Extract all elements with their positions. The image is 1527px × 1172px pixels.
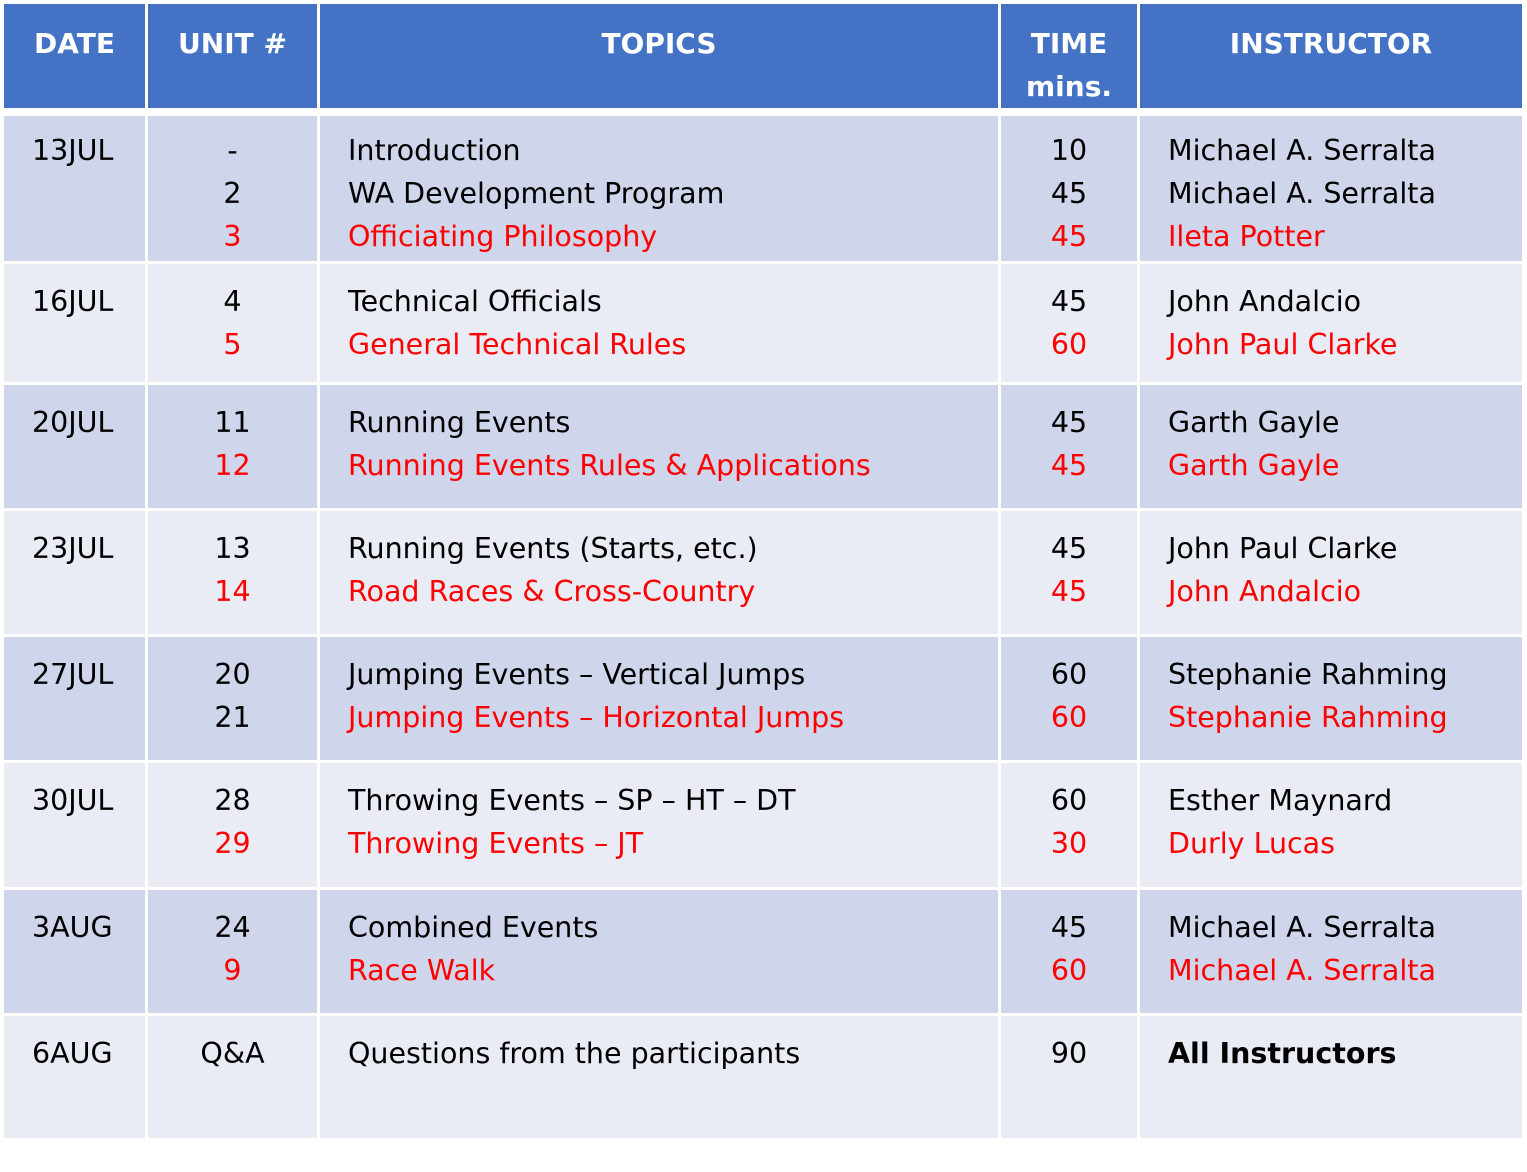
time-minutes: 60: [1050, 784, 1088, 817]
unit-cell: [148, 887, 320, 1013]
unit-cell: [148, 760, 320, 887]
time-minutes: 60: [1050, 328, 1088, 361]
unit-number: 14: [214, 575, 251, 608]
time-minutes: 45: [1050, 177, 1088, 210]
topic-cell: [320, 382, 1001, 508]
instructor-name: Michael A. Serralta: [1168, 954, 1436, 987]
schedule-body: [4, 108, 1522, 1138]
time-minutes: 60: [1050, 954, 1088, 987]
topic-text: Technical Officials: [348, 285, 602, 318]
table-row: [4, 261, 1522, 382]
header-date: DATE: [4, 4, 148, 108]
header-time-unit: mins.: [1025, 70, 1112, 103]
time-cell: [1001, 887, 1140, 1013]
unit-number: 21: [214, 701, 251, 734]
unit-number: 13: [214, 532, 251, 565]
time-minutes: 60: [1050, 701, 1088, 734]
topic-cell: [320, 634, 1001, 760]
session-date: 20JUL: [32, 406, 114, 439]
session-date: 23JUL: [32, 532, 114, 565]
time-minutes: 45: [1050, 575, 1088, 608]
header-time: [1001, 4, 1140, 108]
table-row: [4, 887, 1522, 1013]
topic-text: Road Races & Cross-Country: [348, 575, 756, 608]
topic-text: Introduction: [348, 134, 521, 167]
session-date: 13JUL: [32, 134, 114, 167]
topic-cell: [320, 261, 1001, 382]
topic-text: Throwing Events – SP – HT – DT: [348, 784, 796, 817]
instructor-name: Michael A. Serralta: [1168, 134, 1436, 167]
topic-text: Running Events Rules & Applications: [348, 449, 871, 482]
topic-text: Jumping Events – Horizontal Jumps: [348, 701, 845, 734]
instructor-name: Garth Gayle: [1168, 449, 1340, 482]
header-row: [4, 4, 1522, 108]
unit-number: 11: [214, 406, 251, 439]
topic-text: WA Development Program: [348, 177, 725, 210]
unit-number: 2: [223, 177, 242, 210]
topic-text: Throwing Events – JT: [348, 827, 644, 860]
topic-text: Running Events (Starts, etc.): [348, 532, 758, 565]
instructor-name: Michael A. Serralta: [1168, 911, 1436, 944]
time-minutes: 45: [1050, 285, 1088, 318]
instructor-cell: [1140, 261, 1522, 382]
time-cell: [1001, 634, 1140, 760]
table-row: [4, 1013, 1522, 1138]
unit-cell: [148, 634, 320, 760]
topic-cell: [320, 887, 1001, 1013]
instructor-name: John Paul Clarke: [1168, 328, 1398, 361]
time-cell: [1001, 382, 1140, 508]
header-topics-label: TOPICS: [601, 27, 717, 60]
date-cell: [4, 508, 148, 634]
unit-cell: [148, 108, 320, 261]
instructor-cell: [1140, 108, 1522, 261]
topic-cell: [320, 108, 1001, 261]
unit-number: 5: [223, 328, 242, 361]
time-cell: [1001, 760, 1140, 887]
time-cell: [1001, 261, 1140, 382]
time-minutes: 10: [1050, 134, 1088, 167]
unit-cell: [148, 508, 320, 634]
topic-text: General Technical Rules: [348, 328, 687, 361]
topic-cell: [320, 760, 1001, 887]
unit-number: 12: [214, 449, 251, 482]
unit-number: 20: [214, 658, 251, 691]
time-minutes: 45: [1050, 220, 1088, 253]
date-cell: [4, 887, 148, 1013]
instructor-cell: [1140, 382, 1522, 508]
unit-number: 28: [214, 784, 251, 817]
instructor-cell: [1140, 508, 1522, 634]
unit-cell: [148, 382, 320, 508]
time-minutes: 45: [1050, 911, 1088, 944]
unit-number: 4: [223, 285, 242, 318]
unit-number: 24: [214, 911, 251, 944]
instructor-cell: [1140, 634, 1522, 760]
topic-cell: [320, 508, 1001, 634]
table-row: [4, 760, 1522, 887]
unit-cell: [148, 1013, 320, 1138]
header-time-label: TIME: [1030, 27, 1108, 60]
session-date: 30JUL: [32, 784, 114, 817]
session-date: 16JUL: [32, 285, 114, 318]
header-instructor: [1140, 4, 1522, 108]
instructor-name: Stephanie Rahming: [1168, 701, 1448, 734]
time-minutes: 45: [1050, 406, 1088, 439]
instructor-name: John Andalcio: [1168, 575, 1362, 608]
instructor-name: All Instructors: [1168, 1037, 1397, 1070]
unit-number: 3: [223, 220, 242, 253]
time-minutes: 60: [1050, 658, 1088, 691]
instructor-name: Stephanie Rahming: [1168, 658, 1448, 691]
header-topics: [320, 4, 1001, 108]
date-cell: [4, 634, 148, 760]
table-row: [4, 634, 1522, 760]
header-unit: UNIT #: [148, 4, 320, 108]
table-row: [4, 108, 1522, 261]
date-cell: [4, 760, 148, 887]
time-minutes: 45: [1050, 532, 1088, 565]
instructor-cell: [1140, 760, 1522, 887]
date-cell: [4, 261, 148, 382]
unit-cell: [148, 261, 320, 382]
instructor-name: Garth Gayle: [1168, 406, 1340, 439]
topic-text: Jumping Events – Vertical Jumps: [348, 658, 806, 691]
topic-text: Running Events: [348, 406, 571, 439]
date-cell: [4, 1013, 148, 1138]
time-minutes: 30: [1050, 827, 1088, 860]
topic-text: Officiating Philosophy: [348, 220, 658, 253]
topic-text: Questions from the participants: [348, 1037, 801, 1070]
topic-text: Race Walk: [348, 954, 496, 987]
unit-number: Q&A: [200, 1037, 265, 1070]
instructor-cell: [1140, 1013, 1522, 1138]
instructor-name: Ileta Potter: [1168, 220, 1325, 253]
unit-number: 29: [214, 827, 251, 860]
time-cell: [1001, 1013, 1140, 1138]
time-minutes: 90: [1050, 1037, 1088, 1070]
table-row: [4, 382, 1522, 508]
unit-number: 9: [223, 954, 242, 987]
time-cell: [1001, 508, 1140, 634]
schedule-table: [4, 4, 1522, 1138]
session-date: 27JUL: [32, 658, 114, 691]
instructor-name: John Paul Clarke: [1168, 532, 1398, 565]
table-row: [4, 508, 1522, 634]
session-date: 3AUG: [32, 911, 113, 944]
topic-text: Combined Events: [348, 911, 599, 944]
instructor-name: Esther Maynard: [1168, 784, 1393, 817]
time-minutes: 45: [1050, 449, 1088, 482]
instructor-name: Durly Lucas: [1168, 827, 1335, 860]
instructor-cell: [1140, 887, 1522, 1013]
header-instructor-label: INSTRUCTOR: [1229, 27, 1433, 60]
unit-number: -: [227, 134, 238, 167]
instructor-name: John Andalcio: [1168, 285, 1362, 318]
time-cell: [1001, 108, 1140, 261]
date-cell: [4, 382, 148, 508]
session-date: 6AUG: [32, 1037, 113, 1070]
instructor-name: Michael A. Serralta: [1168, 177, 1436, 210]
topic-cell: [320, 1013, 1001, 1138]
date-cell: [4, 108, 148, 261]
